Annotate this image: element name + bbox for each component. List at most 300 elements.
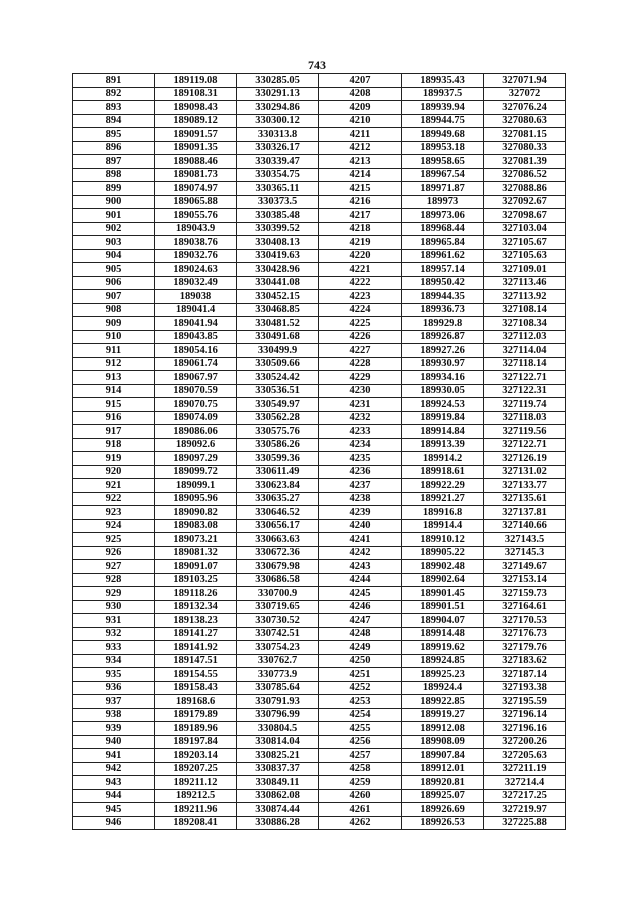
x-coordinate-cell: 189953.18 <box>402 141 484 155</box>
y-coordinate-cell: 327105.67 <box>484 236 566 250</box>
x-coordinate-cell: 189958.65 <box>402 155 484 169</box>
x-coordinate-cell: 189926.87 <box>402 330 484 344</box>
y-coordinate-cell: 330509.66 <box>237 357 319 371</box>
point-number-cell: 4223 <box>319 290 402 304</box>
y-coordinate-cell: 327112.03 <box>484 330 566 344</box>
y-coordinate-cell: 330285.05 <box>237 74 319 88</box>
point-number-cell: 4216 <box>319 195 402 209</box>
y-coordinate-cell: 330499.9 <box>237 344 319 358</box>
y-coordinate-cell: 327126.19 <box>484 452 566 466</box>
point-number-cell: 4230 <box>319 384 402 398</box>
table-row <box>73 465 566 479</box>
page-number: 743 <box>308 58 326 72</box>
table-row <box>73 330 566 344</box>
y-coordinate-cell: 327072 <box>484 87 566 101</box>
y-coordinate-cell: 327122.71 <box>484 371 566 385</box>
x-coordinate-cell: 189211.12 <box>155 776 237 790</box>
table-row <box>73 789 566 803</box>
x-coordinate-cell: 189070.75 <box>155 398 237 412</box>
x-coordinate-cell: 189904.07 <box>402 614 484 628</box>
table-row <box>73 411 566 425</box>
point-number-cell: 4208 <box>319 87 402 101</box>
x-coordinate-cell: 189936.73 <box>402 303 484 317</box>
y-coordinate-cell: 330814.04 <box>237 735 319 749</box>
y-coordinate-cell: 330635.27 <box>237 492 319 506</box>
y-coordinate-cell: 327113.46 <box>484 276 566 290</box>
y-coordinate-cell: 330452.15 <box>237 290 319 304</box>
x-coordinate-cell: 189081.73 <box>155 168 237 182</box>
point-number-cell: 4219 <box>319 236 402 250</box>
x-coordinate-cell: 189919.84 <box>402 411 484 425</box>
table-row <box>73 614 566 628</box>
y-coordinate-cell: 330385.48 <box>237 209 319 223</box>
point-number-cell: 4243 <box>319 560 402 574</box>
y-coordinate-cell: 330354.75 <box>237 168 319 182</box>
point-number-cell: 4248 <box>319 627 402 641</box>
x-coordinate-cell: 189041.94 <box>155 317 237 331</box>
y-coordinate-cell: 330742.51 <box>237 627 319 641</box>
x-coordinate-cell: 189067.97 <box>155 371 237 385</box>
point-number-cell: 4225 <box>319 317 402 331</box>
y-coordinate-cell: 330441.08 <box>237 276 319 290</box>
point-number-cell: 903 <box>73 236 155 250</box>
x-coordinate-cell: 189908.09 <box>402 735 484 749</box>
y-coordinate-cell: 330785.64 <box>237 681 319 695</box>
table-row <box>73 573 566 587</box>
table-row <box>73 209 566 223</box>
y-coordinate-cell: 327086.52 <box>484 168 566 182</box>
point-number-cell: 945 <box>73 803 155 817</box>
point-number-cell: 935 <box>73 668 155 682</box>
y-coordinate-cell: 327153.14 <box>484 573 566 587</box>
x-coordinate-cell: 189913.39 <box>402 438 484 452</box>
point-number-cell: 4214 <box>319 168 402 182</box>
point-number-cell: 4213 <box>319 155 402 169</box>
y-coordinate-cell: 330623.84 <box>237 479 319 493</box>
x-coordinate-cell: 189061.74 <box>155 357 237 371</box>
x-coordinate-cell: 189914.4 <box>402 519 484 533</box>
point-number-cell: 4224 <box>319 303 402 317</box>
x-coordinate-cell: 189099.1 <box>155 479 237 493</box>
x-coordinate-cell: 189095.96 <box>155 492 237 506</box>
point-number-cell: 924 <box>73 519 155 533</box>
x-coordinate-cell: 189914.84 <box>402 425 484 439</box>
table-row <box>73 506 566 520</box>
x-coordinate-cell: 189965.84 <box>402 236 484 250</box>
x-coordinate-cell: 189916.8 <box>402 506 484 520</box>
point-number-cell: 4262 <box>319 816 402 830</box>
y-coordinate-cell: 327164.61 <box>484 600 566 614</box>
table-row <box>73 303 566 317</box>
point-number-cell: 938 <box>73 708 155 722</box>
x-coordinate-cell: 189055.76 <box>155 209 237 223</box>
x-coordinate-cell: 189961.62 <box>402 249 484 263</box>
x-coordinate-cell: 189203.14 <box>155 749 237 763</box>
point-number-cell: 913 <box>73 371 155 385</box>
point-number-cell: 932 <box>73 627 155 641</box>
point-number-cell: 4209 <box>319 101 402 115</box>
table-row <box>73 479 566 493</box>
point-number-cell: 929 <box>73 587 155 601</box>
y-coordinate-cell: 327196.14 <box>484 708 566 722</box>
point-number-cell: 4256 <box>319 735 402 749</box>
y-coordinate-cell: 330491.68 <box>237 330 319 344</box>
point-number-cell: 928 <box>73 573 155 587</box>
table-row <box>73 519 566 533</box>
y-coordinate-cell: 330419.63 <box>237 249 319 263</box>
y-coordinate-cell: 327105.63 <box>484 249 566 263</box>
y-coordinate-cell: 327080.33 <box>484 141 566 155</box>
table-row <box>73 222 566 236</box>
point-number-cell: 912 <box>73 357 155 371</box>
x-coordinate-cell: 189054.16 <box>155 344 237 358</box>
point-number-cell: 895 <box>73 128 155 142</box>
y-coordinate-cell: 327225.88 <box>484 816 566 830</box>
point-number-cell: 933 <box>73 641 155 655</box>
y-coordinate-cell: 330762.7 <box>237 654 319 668</box>
point-number-cell: 4251 <box>319 668 402 682</box>
point-number-cell: 4215 <box>319 182 402 196</box>
point-number-cell: 4239 <box>319 506 402 520</box>
point-number-cell: 925 <box>73 533 155 547</box>
x-coordinate-cell: 189032.49 <box>155 276 237 290</box>
table-row <box>73 182 566 196</box>
point-number-cell: 4242 <box>319 546 402 560</box>
x-coordinate-cell: 189914.2 <box>402 452 484 466</box>
table-body <box>73 74 566 830</box>
table-row <box>73 816 566 830</box>
point-number-cell: 4261 <box>319 803 402 817</box>
x-coordinate-cell: 189902.64 <box>402 573 484 587</box>
x-coordinate-cell: 189921.27 <box>402 492 484 506</box>
x-coordinate-cell: 189907.84 <box>402 749 484 763</box>
table-row <box>73 168 566 182</box>
point-number-cell: 4234 <box>319 438 402 452</box>
y-coordinate-cell: 330837.37 <box>237 762 319 776</box>
point-number-cell: 918 <box>73 438 155 452</box>
y-coordinate-cell: 327076.24 <box>484 101 566 115</box>
point-number-cell: 4249 <box>319 641 402 655</box>
x-coordinate-cell: 189074.09 <box>155 411 237 425</box>
y-coordinate-cell: 327118.14 <box>484 357 566 371</box>
table-row <box>73 263 566 277</box>
table-row <box>73 101 566 115</box>
x-coordinate-cell: 189927.26 <box>402 344 484 358</box>
table-row <box>73 236 566 250</box>
x-coordinate-cell: 189041.4 <box>155 303 237 317</box>
x-coordinate-cell: 189118.26 <box>155 587 237 601</box>
x-coordinate-cell: 189925.07 <box>402 789 484 803</box>
y-coordinate-cell: 330294.86 <box>237 101 319 115</box>
table-row <box>73 74 566 88</box>
point-number-cell: 916 <box>73 411 155 425</box>
point-number-cell: 4212 <box>319 141 402 155</box>
table-row <box>73 384 566 398</box>
x-coordinate-cell: 189901.51 <box>402 600 484 614</box>
point-number-cell: 4257 <box>319 749 402 763</box>
x-coordinate-cell: 189922.29 <box>402 479 484 493</box>
y-coordinate-cell: 327071.94 <box>484 74 566 88</box>
point-number-cell: 894 <box>73 114 155 128</box>
x-coordinate-cell: 189211.96 <box>155 803 237 817</box>
x-coordinate-cell: 189207.25 <box>155 762 237 776</box>
x-coordinate-cell: 189905.22 <box>402 546 484 560</box>
y-coordinate-cell: 330862.08 <box>237 789 319 803</box>
table-row <box>73 533 566 547</box>
point-number-cell: 934 <box>73 654 155 668</box>
y-coordinate-cell: 330754.23 <box>237 641 319 655</box>
x-coordinate-cell: 189032.76 <box>155 249 237 263</box>
x-coordinate-cell: 189091.35 <box>155 141 237 155</box>
x-coordinate-cell: 189910.12 <box>402 533 484 547</box>
y-coordinate-cell: 330686.58 <box>237 573 319 587</box>
point-number-cell: 4211 <box>319 128 402 142</box>
point-number-cell: 908 <box>73 303 155 317</box>
x-coordinate-cell: 189949.68 <box>402 128 484 142</box>
x-coordinate-cell: 189119.08 <box>155 74 237 88</box>
x-coordinate-cell: 189973 <box>402 195 484 209</box>
x-coordinate-cell: 189926.53 <box>402 816 484 830</box>
x-coordinate-cell: 189208.41 <box>155 816 237 830</box>
table-row <box>73 371 566 385</box>
point-number-cell: 896 <box>73 141 155 155</box>
y-coordinate-cell: 330773.9 <box>237 668 319 682</box>
x-coordinate-cell: 189043.85 <box>155 330 237 344</box>
table-row <box>73 492 566 506</box>
x-coordinate-cell: 189939.94 <box>402 101 484 115</box>
x-coordinate-cell: 189108.31 <box>155 87 237 101</box>
point-number-cell: 920 <box>73 465 155 479</box>
point-number-cell: 922 <box>73 492 155 506</box>
y-coordinate-cell: 327196.16 <box>484 722 566 736</box>
x-coordinate-cell: 189141.27 <box>155 627 237 641</box>
x-coordinate-cell: 189901.45 <box>402 587 484 601</box>
y-coordinate-cell: 327092.67 <box>484 195 566 209</box>
x-coordinate-cell: 189086.06 <box>155 425 237 439</box>
point-number-cell: 4226 <box>319 330 402 344</box>
x-coordinate-cell: 189138.23 <box>155 614 237 628</box>
x-coordinate-cell: 189189.96 <box>155 722 237 736</box>
y-coordinate-cell: 327143.5 <box>484 533 566 547</box>
point-number-cell: 4207 <box>319 74 402 88</box>
x-coordinate-cell: 189920.81 <box>402 776 484 790</box>
x-coordinate-cell: 189922.85 <box>402 695 484 709</box>
y-coordinate-cell: 327118.03 <box>484 411 566 425</box>
y-coordinate-cell: 330408.13 <box>237 236 319 250</box>
point-number-cell: 915 <box>73 398 155 412</box>
point-number-cell: 4260 <box>319 789 402 803</box>
y-coordinate-cell: 330468.85 <box>237 303 319 317</box>
point-number-cell: 906 <box>73 276 155 290</box>
x-coordinate-cell: 189930.97 <box>402 357 484 371</box>
table-row <box>73 654 566 668</box>
point-number-cell: 910 <box>73 330 155 344</box>
x-coordinate-cell: 189132.34 <box>155 600 237 614</box>
point-number-cell: 4255 <box>319 722 402 736</box>
y-coordinate-cell: 330373.5 <box>237 195 319 209</box>
y-coordinate-cell: 327108.14 <box>484 303 566 317</box>
table-row <box>73 668 566 682</box>
x-coordinate-cell: 189950.42 <box>402 276 484 290</box>
y-coordinate-cell: 327108.34 <box>484 317 566 331</box>
x-coordinate-cell: 189147.51 <box>155 654 237 668</box>
y-coordinate-cell: 330700.9 <box>237 587 319 601</box>
y-coordinate-cell: 327140.66 <box>484 519 566 533</box>
x-coordinate-cell: 189935.43 <box>402 74 484 88</box>
table-row <box>73 290 566 304</box>
table-row <box>73 627 566 641</box>
x-coordinate-cell: 189065.88 <box>155 195 237 209</box>
y-coordinate-cell: 330663.63 <box>237 533 319 547</box>
point-number-cell: 4240 <box>319 519 402 533</box>
y-coordinate-cell: 327135.61 <box>484 492 566 506</box>
point-number-cell: 936 <box>73 681 155 695</box>
y-coordinate-cell: 330536.51 <box>237 384 319 398</box>
x-coordinate-cell: 189919.62 <box>402 641 484 655</box>
point-number-cell: 942 <box>73 762 155 776</box>
table-row <box>73 803 566 817</box>
x-coordinate-cell: 189930.05 <box>402 384 484 398</box>
y-coordinate-cell: 327109.01 <box>484 263 566 277</box>
point-number-cell: 939 <box>73 722 155 736</box>
table-row <box>73 344 566 358</box>
y-coordinate-cell: 327219.97 <box>484 803 566 817</box>
x-coordinate-cell: 189912.08 <box>402 722 484 736</box>
point-number-cell: 946 <box>73 816 155 830</box>
table-row <box>73 425 566 439</box>
y-coordinate-cell: 330365.11 <box>237 182 319 196</box>
table-row <box>73 155 566 169</box>
x-coordinate-cell: 189038.76 <box>155 236 237 250</box>
x-coordinate-cell: 189937.5 <box>402 87 484 101</box>
y-coordinate-cell: 327122.31 <box>484 384 566 398</box>
y-coordinate-cell: 330524.42 <box>237 371 319 385</box>
x-coordinate-cell: 189089.12 <box>155 114 237 128</box>
table-row <box>73 695 566 709</box>
x-coordinate-cell: 189197.84 <box>155 735 237 749</box>
point-number-cell: 4245 <box>319 587 402 601</box>
x-coordinate-cell: 189944.75 <box>402 114 484 128</box>
point-number-cell: 4220 <box>319 249 402 263</box>
x-coordinate-cell: 189926.69 <box>402 803 484 817</box>
y-coordinate-cell: 327131.02 <box>484 465 566 479</box>
x-coordinate-cell: 189212.5 <box>155 789 237 803</box>
table-row <box>73 749 566 763</box>
y-coordinate-cell: 330291.13 <box>237 87 319 101</box>
y-coordinate-cell: 330791.93 <box>237 695 319 709</box>
point-number-cell: 900 <box>73 195 155 209</box>
x-coordinate-cell: 189919.27 <box>402 708 484 722</box>
point-number-cell: 898 <box>73 168 155 182</box>
x-coordinate-cell: 189073.21 <box>155 533 237 547</box>
y-coordinate-cell: 330730.52 <box>237 614 319 628</box>
y-coordinate-cell: 330326.17 <box>237 141 319 155</box>
point-number-cell: 904 <box>73 249 155 263</box>
y-coordinate-cell: 330849.11 <box>237 776 319 790</box>
point-number-cell: 4229 <box>319 371 402 385</box>
point-number-cell: 4228 <box>319 357 402 371</box>
x-coordinate-cell: 189103.25 <box>155 573 237 587</box>
y-coordinate-cell: 330679.98 <box>237 560 319 574</box>
x-coordinate-cell: 189091.07 <box>155 560 237 574</box>
point-number-cell: 905 <box>73 263 155 277</box>
table-row <box>73 114 566 128</box>
y-coordinate-cell: 327183.62 <box>484 654 566 668</box>
y-coordinate-cell: 330874.44 <box>237 803 319 817</box>
table-row <box>73 708 566 722</box>
y-coordinate-cell: 330672.36 <box>237 546 319 560</box>
table-row <box>73 141 566 155</box>
y-coordinate-cell: 327187.14 <box>484 668 566 682</box>
x-coordinate-cell: 189179.89 <box>155 708 237 722</box>
point-number-cell: 899 <box>73 182 155 196</box>
point-number-cell: 919 <box>73 452 155 466</box>
y-coordinate-cell: 330646.52 <box>237 506 319 520</box>
point-number-cell: 893 <box>73 101 155 115</box>
x-coordinate-cell: 189914.48 <box>402 627 484 641</box>
point-number-cell: 4247 <box>319 614 402 628</box>
y-coordinate-cell: 327081.39 <box>484 155 566 169</box>
y-coordinate-cell: 330611.49 <box>237 465 319 479</box>
point-number-cell: 4244 <box>319 573 402 587</box>
y-coordinate-cell: 327088.86 <box>484 182 566 196</box>
y-coordinate-cell: 330719.65 <box>237 600 319 614</box>
point-number-cell: 4237 <box>319 479 402 493</box>
y-coordinate-cell: 327081.15 <box>484 128 566 142</box>
point-number-cell: 944 <box>73 789 155 803</box>
y-coordinate-cell: 327195.59 <box>484 695 566 709</box>
y-coordinate-cell: 327149.67 <box>484 560 566 574</box>
y-coordinate-cell: 330549.97 <box>237 398 319 412</box>
point-number-cell: 4236 <box>319 465 402 479</box>
point-number-cell: 4222 <box>319 276 402 290</box>
table-row <box>73 546 566 560</box>
y-coordinate-cell: 327205.63 <box>484 749 566 763</box>
x-coordinate-cell: 189902.48 <box>402 560 484 574</box>
point-number-cell: 4232 <box>319 411 402 425</box>
y-coordinate-cell: 330428.96 <box>237 263 319 277</box>
x-coordinate-cell: 189924.4 <box>402 681 484 695</box>
point-number-cell: 4231 <box>319 398 402 412</box>
x-coordinate-cell: 189098.43 <box>155 101 237 115</box>
x-coordinate-cell: 189957.14 <box>402 263 484 277</box>
y-coordinate-cell: 327113.92 <box>484 290 566 304</box>
point-number-cell: 4252 <box>319 681 402 695</box>
point-number-cell: 4250 <box>319 654 402 668</box>
table-row <box>73 357 566 371</box>
y-coordinate-cell: 327193.38 <box>484 681 566 695</box>
y-coordinate-cell: 330399.52 <box>237 222 319 236</box>
point-number-cell: 940 <box>73 735 155 749</box>
y-coordinate-cell: 330656.17 <box>237 519 319 533</box>
point-number-cell: 897 <box>73 155 155 169</box>
table-row <box>73 722 566 736</box>
x-coordinate-cell: 189967.54 <box>402 168 484 182</box>
x-coordinate-cell: 189912.01 <box>402 762 484 776</box>
y-coordinate-cell: 327176.73 <box>484 627 566 641</box>
y-coordinate-cell: 327179.76 <box>484 641 566 655</box>
point-number-cell: 902 <box>73 222 155 236</box>
x-coordinate-cell: 189088.46 <box>155 155 237 169</box>
y-coordinate-cell: 330796.99 <box>237 708 319 722</box>
y-coordinate-cell: 327170.53 <box>484 614 566 628</box>
x-coordinate-cell: 189168.6 <box>155 695 237 709</box>
x-coordinate-cell: 189154.55 <box>155 668 237 682</box>
y-coordinate-cell: 327200.26 <box>484 735 566 749</box>
y-coordinate-cell: 327145.3 <box>484 546 566 560</box>
point-number-cell: 4238 <box>319 492 402 506</box>
table-row <box>73 560 566 574</box>
